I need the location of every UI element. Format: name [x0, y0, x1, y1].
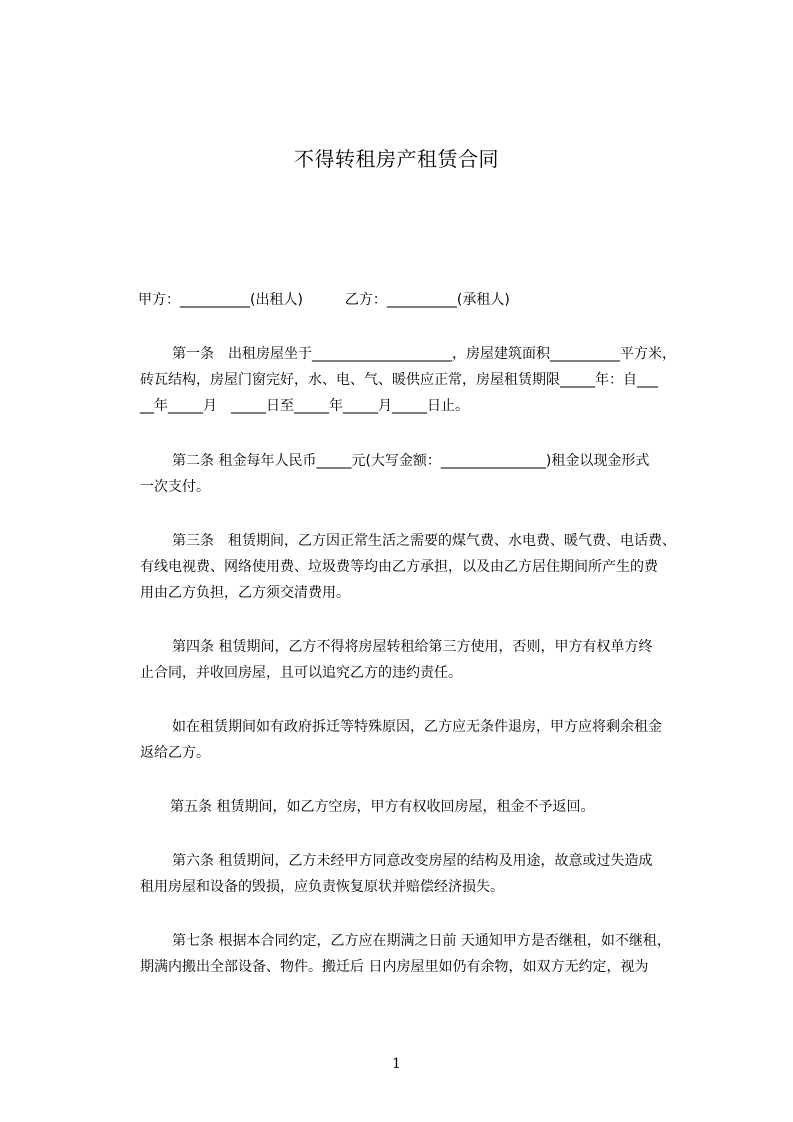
article-1-line-3: __年_____月 _____日至_____年_____月_____日止。 [140, 398, 469, 414]
article-4-line-2: 止合同，并收回房屋，且可以追究乙方的违约责任。 [140, 665, 462, 681]
article-6-line-2: 租用房屋和设备的毁损，应负责恢复原状并赔偿经济损失。 [140, 879, 504, 895]
article-4 [104, 634, 704, 686]
article-1-line-2: 砖瓦结构，房屋门窗完好，水、电、气、暖供应正常，房屋租赁期限_____年：自___ [140, 372, 658, 388]
article-4-extra-line-1: 如在租赁期间如有政府拆迁等特殊原因，乙方应无条件退房，甲方应将剩余租金 [172, 719, 662, 735]
article-2 [104, 448, 704, 500]
article-3-line-3: 用由乙方负担，乙方须交清费用。 [140, 585, 350, 601]
page-number: 1 [392, 1056, 401, 1072]
article-3 [104, 528, 704, 606]
article-7-line-1: 第七条 根据本合同约定，乙方应在期满之日前 天通知甲方是否继租，如不继租， [172, 933, 671, 949]
article-2-line-1: 第二条 租金每年人民币_____元(大写金额：_______________)租金以现金形式 [172, 453, 650, 469]
document-title: 不得转租房产租赁合同 [294, 147, 499, 171]
article-7-line-2: 期满内搬出全部设备、物件。搬迁后 日内房屋里如仍有余物，如双方无约定，视为 [140, 959, 649, 975]
article-4-line-1: 第四条 租赁期间，乙方不得将房屋转租给第三方使用，否则，甲方有权单方终 [172, 639, 653, 655]
article-5-line-1: 第五条 租赁期间，如乙方空房，甲方有权收回房屋，租金不予返回。 [170, 799, 595, 815]
article-3-line-2: 有线电视费、网络使用费、垃圾费等均由乙方承担，以及由乙方居住期间所产生的费 [140, 559, 658, 575]
article-6 [104, 848, 704, 900]
article-1 [104, 341, 704, 419]
parties-text: 甲方：__________(出租人) 乙方：__________(承租人) [138, 292, 510, 308]
article-5 [104, 794, 704, 820]
article-4-extra [104, 714, 704, 766]
article-3-line-1: 第三条 租赁期间，乙方因正常生活之需要的煤气费、水电费、暖气费、电话费、 [172, 533, 676, 549]
article-2-line-2: 一次支付。 [140, 479, 210, 495]
article-7 [104, 928, 704, 980]
article-1-line-1: 第一条 出租房屋坐于____________________，房屋建筑面积__________平方米， [172, 346, 676, 362]
article-4-extra-line-2: 返给乙方。 [140, 745, 210, 761]
article-6-line-1: 第六条 租赁期间，乙方未经甲方同意改变房屋的结构及用途，故意或过失造成 [172, 853, 653, 869]
parties-line [104, 287, 704, 313]
